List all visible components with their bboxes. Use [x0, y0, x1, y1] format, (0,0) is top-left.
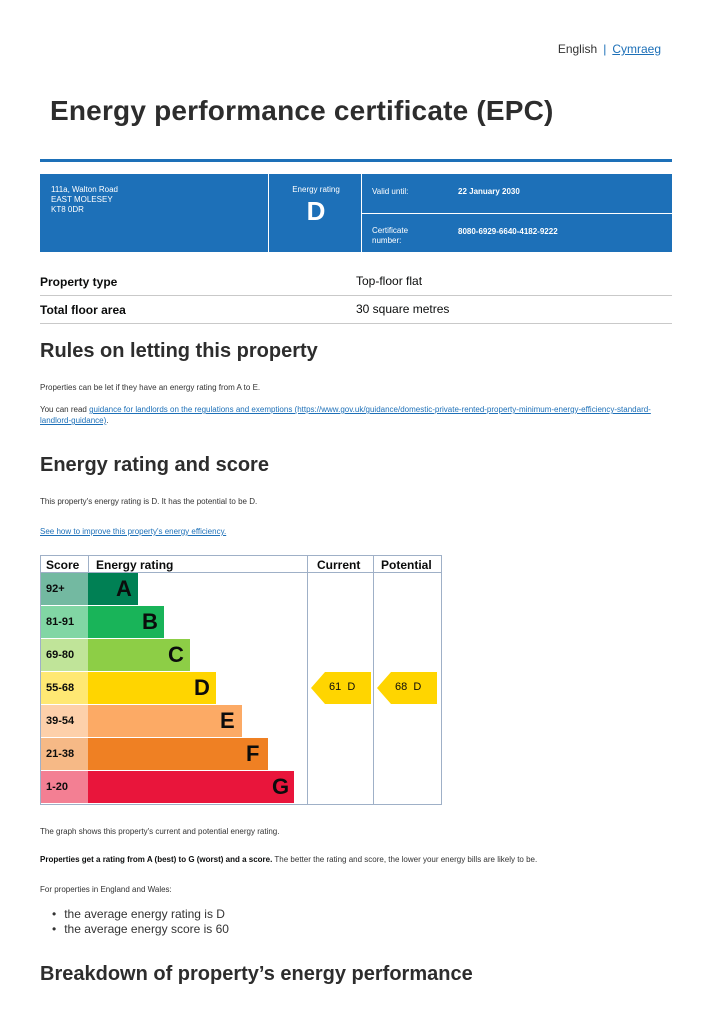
page-title: Energy performance certificate (EPC) — [50, 95, 554, 126]
address-line-3: KT8 0DR — [51, 205, 84, 214]
floor-area-value: 30 square metres — [356, 302, 450, 316]
breakdown-heading: Breakdown of property’s energy performance — [40, 963, 473, 985]
landlord-guidance-link[interactable]: guidance for landlords on the regulations and exemptions (https://www.gov.uk/guidance/domestic-private-rented-property-minimum-energy-efficiency-standard-landlord-guidance) — [40, 405, 651, 425]
chart-divider — [88, 556, 89, 572]
arrow-label: 61 D — [329, 681, 356, 693]
chart-divider — [373, 556, 374, 804]
letting-guidance-text — [40, 404, 660, 426]
graph-note: The graph shows this property's current and potential energy rating. — [40, 827, 280, 836]
band-bar — [88, 771, 294, 803]
potential-column-header: Potential — [381, 558, 432, 572]
band-letter: D — [194, 675, 210, 700]
floor-area-label: Total floor area — [40, 303, 126, 317]
energy-rating-summary: This property's energy rating is D. It has the potential to be D. — [40, 497, 258, 506]
band-letter: F — [246, 741, 260, 766]
certificate-number-value: 8080-6929-6640-4182-9222 — [458, 227, 558, 236]
band-score-range-label: 81-91 — [46, 616, 75, 628]
valid-until-value: 22 January 2030 — [458, 187, 520, 196]
arrow-label: 68 D — [395, 681, 422, 693]
language-separator: | — [603, 42, 607, 56]
language-switcher — [558, 42, 661, 56]
band-bar — [88, 705, 242, 737]
language-welsh-link[interactable]: Cymraeg — [612, 42, 661, 56]
address-line-2: EAST MOLESEY — [51, 195, 113, 204]
rating-explanation-bold: Properties get a rating from A (best) to G (worst) and a score. — [40, 855, 273, 864]
floor-area-row — [40, 296, 672, 324]
certificate-number-label — [372, 226, 408, 246]
banner-divider — [268, 174, 269, 252]
band-letter: C — [168, 642, 184, 667]
energy-rating-value: D — [306, 196, 326, 226]
list-item: • the average energy score is 60 — [52, 922, 229, 937]
england-wales-intro: For properties in England and Wales: — [40, 885, 172, 894]
band-letter: A — [116, 576, 132, 601]
improve-efficiency-link-wrap — [40, 526, 226, 537]
guidance-suffix: . — [106, 416, 109, 425]
valid-until-label: Valid until: — [372, 187, 409, 196]
property-address — [51, 185, 118, 215]
property-type-label: Property type — [40, 275, 118, 289]
band-score-range-label: 39-54 — [46, 715, 75, 727]
rating-explanation-rest: The better the rating and score, the lower your energy bills are likely to be. — [272, 855, 538, 864]
band-score-range-label: 1-20 — [46, 781, 69, 793]
address-line-1: 111a, Walton Road — [51, 185, 119, 194]
property-type-value: Top-floor flat — [356, 274, 423, 288]
band-score-range-label: 69-80 — [46, 649, 75, 661]
band-letter: B — [142, 609, 158, 634]
guidance-prefix: You can read — [40, 405, 90, 414]
band-score-range-label: 92+ — [46, 583, 65, 595]
certificate-label-line-1: Certificate — [372, 226, 409, 235]
band-letter: E — [220, 708, 235, 733]
potential-rating-arrow — [377, 672, 437, 704]
current-rating-arrow — [311, 672, 371, 704]
energy-rating-label: Energy rating — [292, 185, 340, 194]
property-type-row — [40, 268, 672, 296]
band-bar — [88, 738, 268, 770]
banner-row-divider — [361, 213, 672, 214]
certificate-label-line-2: number: — [372, 236, 402, 245]
energy-rating-column-header: Energy rating — [96, 558, 174, 572]
list-item: • the average energy rating is D — [52, 907, 229, 922]
band-score-range-label: 21-38 — [46, 748, 75, 760]
language-english: English — [557, 42, 598, 56]
certificate-summary-banner — [40, 174, 672, 252]
letting-rules-heading: Rules on letting this property — [40, 340, 318, 362]
rating-explanation — [40, 854, 537, 865]
current-column-header: Current — [317, 558, 361, 572]
averages-list — [52, 907, 229, 937]
score-column-header: Score — [46, 558, 80, 572]
energy-rating-heading: Energy rating and score — [40, 454, 269, 476]
chart-divider — [307, 556, 308, 804]
band-letter: G — [272, 774, 290, 799]
band-score-range-label: 55-68 — [46, 682, 75, 694]
energy-rating-chart — [40, 555, 442, 805]
improve-efficiency-link[interactable]: See how to improve this property's energy efficiency. — [40, 527, 227, 536]
letting-rules-text: Properties can be let if they have an energy rating from A to E. — [40, 383, 261, 392]
title-divider — [40, 159, 672, 162]
energy-rating-box — [270, 185, 362, 226]
